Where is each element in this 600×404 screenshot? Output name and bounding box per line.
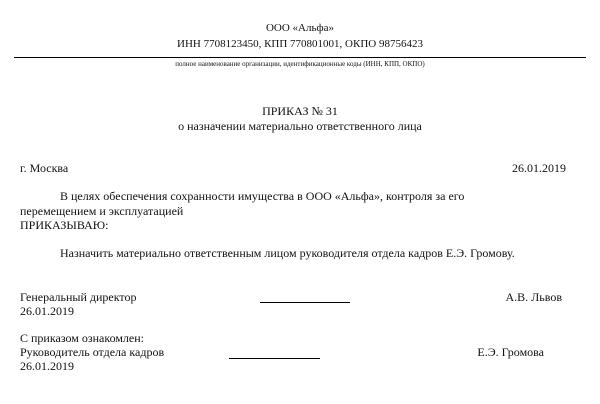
- director-signature-line: [260, 302, 350, 303]
- director-sign-date: 26.01.2019: [20, 304, 74, 318]
- director-name: А.В. Львов: [505, 290, 562, 304]
- order-title: ПРИКАЗ № 31: [262, 104, 338, 118]
- director-position: Генеральный директор: [20, 290, 137, 304]
- ack-name: Е.Э. Громова: [477, 345, 544, 359]
- org-codes: ИНН 7708123450, КПП 770801001, ОКПО 98756423: [177, 38, 423, 50]
- header-rule: [14, 57, 586, 58]
- ack-date: 26.01.2019: [20, 359, 74, 373]
- org-caption: полное наименование организации, идентификационные коды (ИНН, КПП, ОКПО): [175, 60, 425, 68]
- preamble-line-2: перемещением и эксплуатацией: [20, 204, 184, 218]
- preamble-line-1: В целях обеспечения сохранности имущества в ООО «Альфа», контроля за его: [60, 189, 465, 203]
- order-city: г. Москва: [20, 161, 69, 175]
- ack-heading: С приказом ознакомлен:: [20, 331, 145, 345]
- org-name: ООО «Альфа»: [265, 22, 335, 34]
- order-clause: Назначить материально ответственным лицом руководителя отдела кадров Е.Э. Громову.: [60, 246, 515, 260]
- ack-signature-line: [229, 358, 320, 359]
- order-date: 26.01.2019: [512, 161, 566, 175]
- ack-position: Руководитель отдела кадров: [20, 345, 165, 359]
- order-subtitle: о назначении материально ответственного лица: [178, 119, 422, 133]
- order-word: ПРИКАЗЫВАЮ:: [20, 218, 109, 232]
